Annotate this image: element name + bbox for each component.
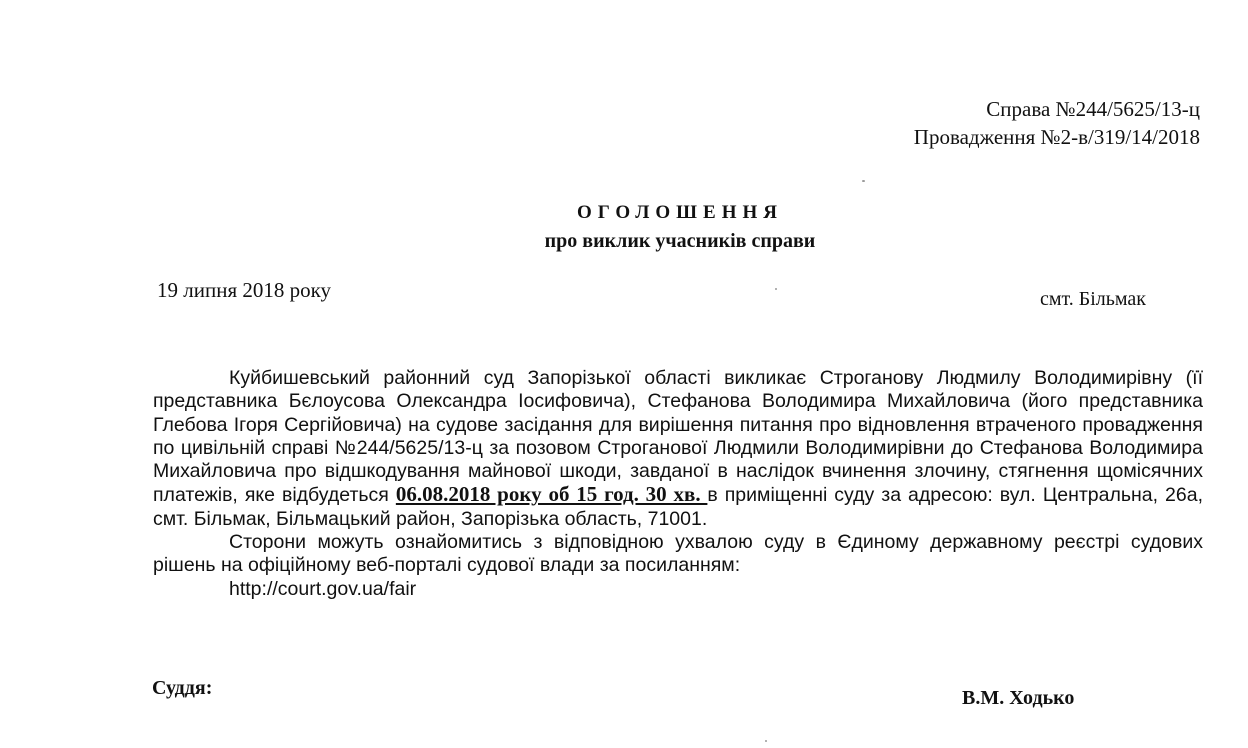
judge-name: В.М. Ходько: [962, 687, 1075, 709]
proceeding-number: Провадження №2-в/319/14/2018: [913, 125, 1200, 149]
document-subtitle: про виклик учасників справи: [544, 230, 816, 252]
announcement-body: [153, 367, 1203, 601]
hearing-datetime: 06.08.2018 року об 15 год. 30 хв.: [395, 482, 708, 507]
document-place: смт. Більмак: [1040, 288, 1147, 310]
document-title: ОГОЛОШЕННЯ: [577, 202, 783, 223]
court-registry-link[interactable]: http://court.gov.ua/fair: [229, 577, 417, 600]
scan-speck: [775, 288, 777, 290]
announcement-paragraph-1: [153, 367, 1203, 531]
case-number: Справа №244/5625/13-ц: [986, 97, 1200, 121]
paragraph-2-text: Сторони можуть ознайомитись з відповідною ухвалою суду в Єдиному державному реєстрі судових рішень на офіційному веб-порталі судової влади за посиланням:: [153, 531, 1203, 577]
paragraph-1-text-after: в приміщенні суду за адресою: вул. Центральна, 26а, смт. Більмак, Більмацький район, Запорізька область, 71001.: [153, 484, 1203, 530]
announcement-paragraph-2: [153, 531, 1203, 578]
document-date: 19 липня 2018 року: [157, 278, 332, 302]
scan-speck: [765, 740, 767, 742]
paragraph-1-text-before: Куйбишевський районний суд Запорізької області викликає Строганову Людмилу Володимирівну (її представника Бєлоусова Олександра Іосифовича), Стефанова Володимира Михайловича (його представника Глебова Ігоря Сергійовича) на судове засідання для вирішення питання про відновлення втраченого провадження по цивільній справі №244/5625/13-ц за позовом Строганової Людмили Володимирівни до Стефанова Володимира Михайловича про відшкодування майнової шкоди, завданої в наслідок вчинення злочину, стягнення щомісячних платежів, яке відбудеться: [153, 367, 1203, 507]
scan-speck: [862, 180, 865, 182]
judge-label: Суддя:: [152, 677, 213, 699]
